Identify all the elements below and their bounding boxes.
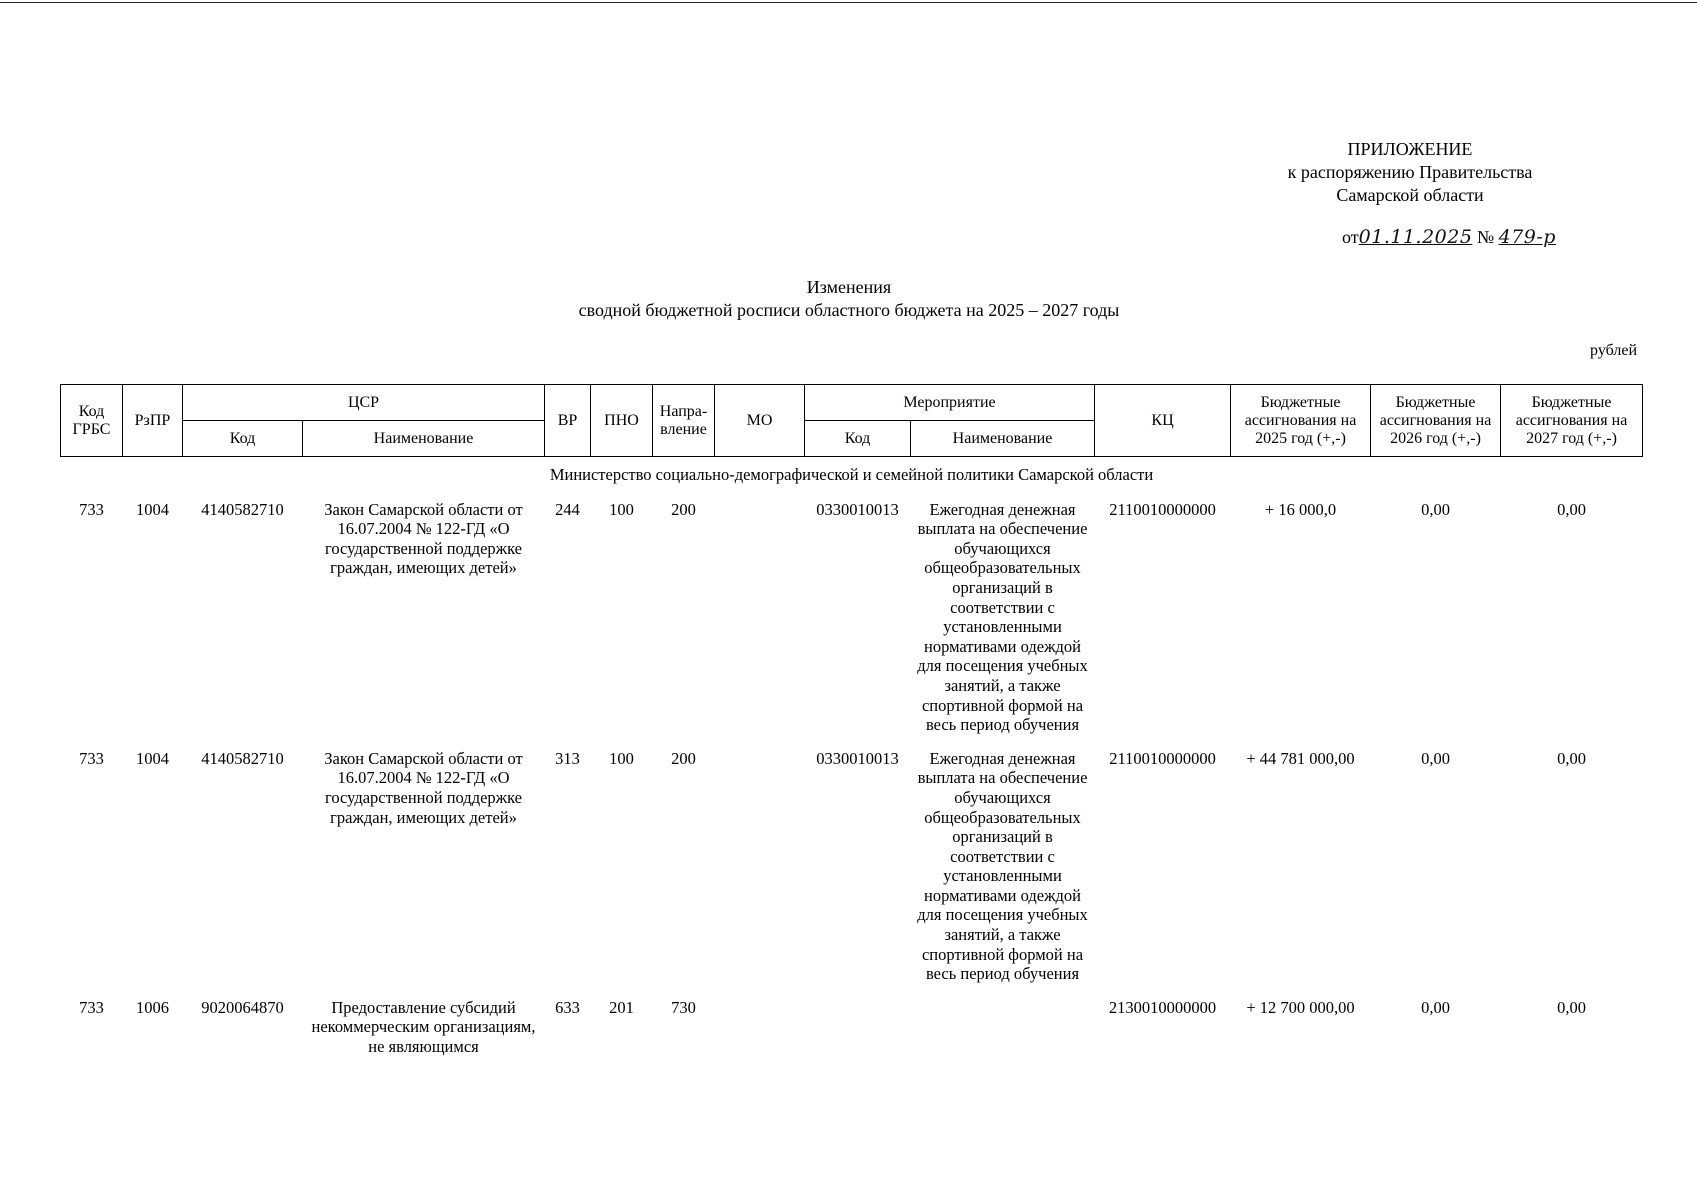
cell-vr: 633 — [555, 997, 580, 1017]
cell-mer-kod: 0330010013 — [816, 748, 899, 768]
currency-units: рублей — [1590, 342, 1637, 359]
date-prefix: от — [1342, 227, 1359, 247]
cell-y2026: 0,00 — [1421, 997, 1450, 1017]
top-border-line — [0, 2, 1697, 3]
cell-napr: 730 — [671, 997, 696, 1017]
header-csr-kod: Код — [183, 421, 303, 457]
section-row — [61, 457, 1643, 494]
cell-pno: 100 — [609, 748, 634, 768]
cell-y2026: 0,00 — [1421, 499, 1450, 519]
header-csr: ЦСР — [183, 385, 545, 421]
cell-grbs: 733 — [79, 499, 104, 519]
handwritten-date: 01.11.2025 — [1358, 226, 1473, 248]
cell-csr-kod: 4140582710 — [201, 499, 284, 519]
cell-csr-kod: 4140582710 — [201, 748, 284, 768]
cell-mer-kod: 0330010013 — [816, 499, 899, 519]
cell-csr-name: Предоставление субсидий некоммерческим организациям, не являющимся — [311, 997, 536, 1057]
cell-y2025: + 16 000,0 — [1264, 499, 1337, 519]
appendix-block — [1250, 138, 1570, 207]
header-vr: ВР — [545, 385, 591, 457]
cell-pno: 100 — [609, 499, 634, 519]
table-row — [61, 992, 1643, 1065]
cell-csr-name: Закон Самарской области от 16.07.2004 № 122-ГД «О государственной поддержке граждан, имеющих детей» — [324, 499, 523, 578]
header-kc: КЦ — [1095, 385, 1231, 457]
header-kod-grbs: Код ГРБС — [61, 385, 123, 457]
cell-vr: 244 — [555, 499, 580, 519]
table-row — [61, 494, 1643, 743]
cell-mer-name: Ежегодная денежная выплата на обеспечение обучающихся общеобразовательных организаций в соответствии с установленными нормативами одеждой для посещения учебных занятий, а также спортивной формой на весь период обучения — [917, 748, 1088, 984]
table-row — [61, 743, 1643, 992]
cell-pno: 201 — [609, 997, 634, 1017]
header-napravlenie: Напра-вление — [653, 385, 715, 457]
cell-rzpr: 1006 — [136, 997, 169, 1017]
cell-y2026: 0,00 — [1421, 748, 1450, 768]
appendix-region: Самарской области — [1336, 185, 1484, 205]
cell-grbs: 733 — [79, 997, 104, 1017]
header-pno: ПНО — [591, 385, 653, 457]
header-mer-name: Наименование — [911, 421, 1095, 457]
cell-y2025: + 12 700 000,00 — [1246, 997, 1355, 1017]
cell-mo — [715, 494, 805, 743]
title-line-1: Изменения — [806, 277, 892, 297]
cell-grbs: 733 — [79, 748, 104, 768]
header-rzpr: РзПР — [123, 385, 183, 457]
title-line-2: сводной бюджетной росписи областного бюджета на 2025 – 2027 годы — [578, 300, 1120, 320]
header-meropriyatie: Мероприятие — [805, 385, 1095, 421]
header-2027: Бюджетные ассигнования на 2027 год (+,-) — [1501, 385, 1643, 457]
cell-mer-kod — [805, 992, 911, 1065]
cell-mer-name: Ежегодная денежная выплата на обеспечение обучающихся общеобразовательных организаций в соответствии с установленными нормативами одеждой для посещения учебных занятий, а также спортивной формой на весь период обучения — [917, 499, 1088, 735]
cell-mo — [715, 743, 805, 992]
header-mer-kod: Код — [805, 421, 911, 457]
header-csr-name: Наименование — [303, 421, 545, 457]
cell-kc: 2110010000000 — [1109, 748, 1216, 768]
handwritten-number: 479-р — [1498, 226, 1556, 248]
cell-kc: 2110010000000 — [1109, 499, 1216, 519]
order-date-number — [1342, 226, 1556, 248]
number-prefix: № — [1476, 227, 1495, 247]
cell-y2025: + 44 781 000,00 — [1246, 748, 1355, 768]
appendix-subtitle: к распоряжению Правительства — [1287, 162, 1533, 182]
cell-kc: 2130010000000 — [1108, 997, 1217, 1017]
cell-mer-name — [911, 992, 1095, 1065]
cell-y2027: 0,00 — [1557, 748, 1586, 768]
cell-rzpr: 1004 — [136, 499, 169, 519]
cell-vr: 313 — [555, 748, 580, 768]
cell-mo — [715, 992, 805, 1065]
cell-csr-kod: 9020064870 — [201, 997, 284, 1017]
document-title — [460, 276, 1238, 322]
header-2025: Бюджетные ассигнования на 2025 год (+,-) — [1231, 385, 1371, 457]
cell-csr-name: Закон Самарской области от 16.07.2004 № 122-ГД «О государственной поддержке граждан, имеющих детей» — [324, 748, 523, 827]
cell-y2027: 0,00 — [1557, 997, 1586, 1017]
header-2026: Бюджетные ассигнования на 2026 год (+,-) — [1371, 385, 1501, 457]
header-mo: МО — [715, 385, 805, 457]
cell-napr: 200 — [671, 499, 696, 519]
cell-y2027: 0,00 — [1557, 499, 1586, 519]
budget-changes-table — [60, 384, 1643, 1065]
section-title: Министерство социально-демографической и семейной политики Самарской области — [549, 465, 1154, 484]
cell-napr: 200 — [671, 748, 696, 768]
appendix-title: ПРИЛОЖЕНИЕ — [1347, 139, 1473, 159]
cell-rzpr: 1004 — [136, 748, 169, 768]
